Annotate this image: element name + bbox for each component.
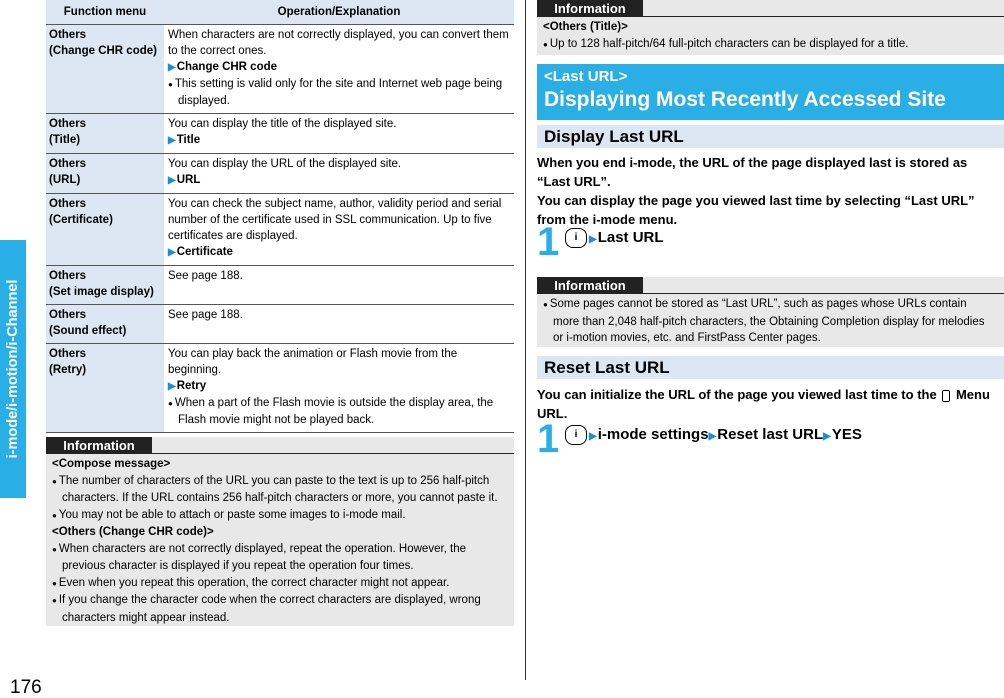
table-header-row — [46, 0, 514, 24]
function-name-line: (Title) — [49, 133, 81, 146]
bullet-icon: ● — [52, 476, 57, 486]
info-bullet — [52, 541, 506, 575]
operation-step — [168, 172, 511, 189]
arrow-right-icon: ▶ — [589, 431, 597, 442]
arrow-right-icon: ▶ — [708, 431, 717, 442]
operation-step-label: Retry — [176, 379, 207, 392]
function-name-line: (Change CHR code) — [49, 44, 157, 57]
arrow-right-icon: ▶ — [168, 61, 176, 73]
arrow-right-icon: ▶ — [823, 431, 831, 442]
operation-text: When characters are not correctly displayed, you can convert them to the correct ones. — [168, 28, 509, 57]
function-name-line: (Set image display) — [49, 285, 154, 298]
display-last-url-heading: Display Last URL — [537, 125, 1004, 148]
arrow-right-icon: ▶ — [589, 234, 597, 245]
info-bullet — [543, 296, 996, 347]
table-row — [46, 304, 514, 343]
info-label: Information — [537, 0, 643, 17]
operation-bullet-text: This setting is valid only for the site and Internet web page being displayed. — [174, 77, 503, 107]
function-menu-table — [46, 0, 514, 433]
info-bullet-text: If you change the character code when the correct characters are displayed, wrong characters might appear instead. — [58, 594, 481, 624]
step-label: Last URL — [597, 229, 664, 246]
info-box-last-url — [537, 277, 1004, 347]
operation-step — [168, 59, 511, 76]
bullet-icon: ● — [168, 79, 173, 89]
operation-text: You can play back the animation or Flash movie from the beginning. — [168, 347, 458, 376]
arrow-right-icon: ▶ — [168, 174, 176, 186]
info-subtitle-title: <Others (Title)> — [543, 21, 628, 33]
operation-step — [168, 132, 511, 149]
reset-last-url-heading: Reset Last URL — [537, 356, 1004, 379]
bullet-icon: ● — [543, 39, 548, 49]
info-bullet-text: Up to 128 half-pitch/64 full-pitch characters can be displayed for a title. — [549, 37, 909, 50]
function-name-cell — [46, 304, 164, 343]
operation-cell — [164, 304, 514, 343]
step-number: 1 — [537, 417, 560, 461]
function-name-line: Others — [49, 197, 87, 210]
reset-last-url-step — [537, 419, 997, 459]
operation-cell — [164, 265, 514, 304]
info-box-title — [537, 0, 1004, 55]
operation-text: You can display the URL of the displayed site. — [168, 157, 402, 170]
banner-title: Displaying Most Recently Accessed Site — [544, 88, 946, 111]
operation-cell — [164, 24, 514, 113]
bullet-icon: ● — [543, 300, 548, 309]
i-mode-key-icon: i — [565, 425, 587, 445]
section-side-tab-label: i-mode/i-motion/i-Channel — [5, 279, 21, 459]
table-header-function: Function menu — [46, 0, 164, 24]
bullet-icon: ● — [52, 544, 57, 554]
info-bullet — [52, 473, 506, 507]
function-name-line: (Retry) — [49, 363, 87, 376]
reset-desc-part-b: Menu URL. — [537, 387, 990, 421]
info-bullet-text: When characters are not correctly displayed, repeat the operation. However, the previous character is displayed if you repeat the operation four times. — [58, 542, 467, 572]
i-mode-key-icon: i — [565, 228, 587, 248]
operation-bullet — [168, 395, 511, 428]
operation-step-label: Title — [176, 133, 201, 146]
last-url-banner — [537, 64, 1004, 120]
function-name-line: Others — [49, 308, 87, 321]
function-name-cell — [46, 24, 164, 113]
table-row — [46, 113, 514, 153]
table-row — [46, 265, 514, 304]
function-name-line: (Sound effect) — [49, 324, 127, 337]
table-header-operation: Operation/Explanation — [164, 0, 514, 24]
arrow-right-icon: ▶ — [168, 380, 176, 392]
operation-bullet — [168, 76, 511, 109]
arrow-right-icon: ▶ — [168, 246, 176, 258]
bullet-icon: ● — [52, 596, 57, 605]
function-name-cell — [46, 343, 164, 432]
info-label: Information — [537, 277, 643, 294]
info-bullet — [52, 592, 506, 626]
bullet-icon: ● — [52, 510, 57, 520]
operation-bullet-text: When a part of the Flash movie is outside the display area, the Flash movie might not be played back. — [174, 396, 494, 426]
bullet-icon: ● — [168, 398, 173, 408]
operation-text: See page 188. — [168, 269, 243, 282]
operation-step-label: URL — [176, 173, 201, 186]
step-number: 1 — [537, 220, 560, 264]
operation-step — [168, 244, 511, 261]
banner-subtitle: <Last URL> — [544, 68, 628, 85]
function-name-line: Others — [49, 157, 87, 170]
display-last-url-step — [537, 222, 837, 262]
reset-last-url-description — [537, 385, 1004, 423]
operation-cell — [164, 153, 514, 193]
step-label-imode-settings: i-mode settings — [597, 426, 709, 443]
operation-step — [168, 378, 511, 395]
reset-desc-part-a: You can initialize the URL of the page you viewed last time to the — [537, 387, 937, 402]
menu-key-icon — [942, 390, 950, 402]
info-bullet-text: Some pages cannot be stored as “Last URL”, such as pages whose URLs contain more than 2,048 half-pitch characters, the Obtaining Completion display for melodies or i-motion movies, etc. and FirstPass Center pages. — [549, 298, 985, 344]
function-name-line: Others — [49, 347, 87, 360]
function-name-line: Others — [49, 28, 87, 41]
page-number: 176 — [10, 677, 42, 698]
info-subtitle-compose: <Compose message> — [52, 458, 171, 470]
operation-text: You can check the subject name, author, validity period and serial number of the certificate used in SSL communication. Up to five certificates are displayed. — [168, 197, 502, 242]
table-row — [46, 153, 514, 193]
table-row — [46, 193, 514, 265]
function-name-line: (URL) — [49, 173, 81, 186]
info-bullet-text: You may not be able to attach or paste some images to i-mode mail. — [58, 508, 406, 521]
function-name-line: (Certificate) — [49, 213, 113, 226]
info-bullet-text: Even when you repeat this operation, the correct character might not appear. — [58, 576, 450, 589]
arrow-right-icon: ▶ — [168, 134, 176, 146]
info-box-compose — [46, 437, 514, 626]
operation-text: See page 188. — [168, 308, 243, 321]
info-bullet-text: The number of characters of the URL you can paste to the text is up to 256 half-pitch characters. If the URL contains 256 half-pitch characters or more, you cannot paste it. — [58, 474, 498, 504]
info-subtitle-chr: <Others (Change CHR code)> — [52, 526, 214, 538]
operation-cell — [164, 193, 514, 265]
function-name-cell — [46, 113, 164, 153]
operation-text: You can display the title of the displayed site. — [168, 117, 397, 130]
function-name-cell — [46, 193, 164, 265]
step-label-yes: YES — [831, 426, 862, 443]
info-label: Information — [46, 437, 152, 454]
info-bullet — [52, 575, 506, 593]
info-bullet — [543, 36, 996, 54]
function-name-cell — [46, 265, 164, 304]
bullet-icon: ● — [52, 578, 57, 588]
table-row — [46, 24, 514, 113]
operation-cell — [164, 113, 514, 153]
operation-step-label: Change CHR code — [176, 60, 278, 73]
function-name-line: Others — [49, 117, 87, 130]
info-bullet — [52, 507, 506, 525]
column-divider — [525, 0, 526, 680]
step-label-reset-last-url: Reset last URL — [717, 426, 824, 443]
operation-cell — [164, 343, 514, 432]
display-last-url-description: When you end i-mode, the URL of the page displayed last is stored as “Last URL”. You can display the page you viewed last time by selecting “Last URL” from the i-mode menu. — [537, 155, 975, 227]
operation-step-label: Certificate — [176, 245, 233, 258]
table-row — [46, 343, 514, 432]
function-name-line: Others — [49, 269, 87, 282]
function-name-cell — [46, 153, 164, 193]
